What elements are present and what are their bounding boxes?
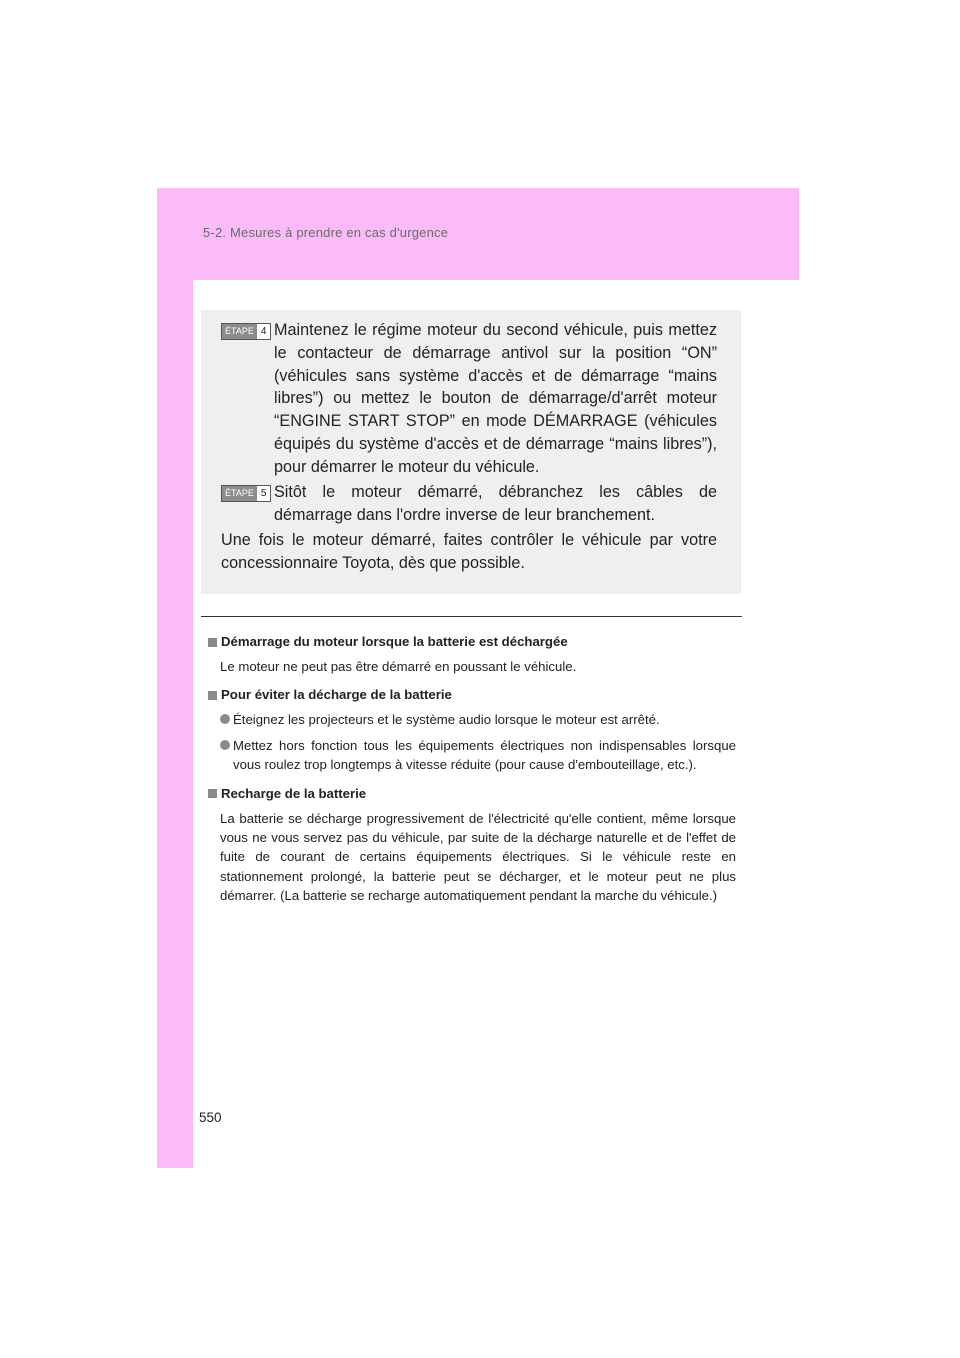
step-badge-label: ÉTAPE: [222, 486, 257, 501]
page-header: [157, 188, 799, 280]
step-badge: [221, 323, 271, 340]
note-heading-text: Recharge de la batterie: [221, 785, 367, 801]
step-5: [221, 481, 717, 527]
step-4: [221, 319, 717, 479]
list-item: [220, 710, 736, 729]
step-badge-number: 5: [260, 488, 267, 499]
side-color-band: [157, 188, 193, 1168]
square-bullet-icon: [208, 638, 217, 647]
step-badge-label: ÉTAPE: [222, 324, 257, 339]
square-bullet-icon: [208, 789, 217, 798]
dealer-check-note: Une fois le moteur démarré, faites contrôler le véhicule par votre concessionnaire Toyota, dès que possible.: [221, 531, 717, 572]
note-heading-text: Démarrage du moteur lorsque la batterie est déchargée: [221, 634, 568, 649]
step-badge: [221, 485, 271, 502]
page-number: 550: [199, 1110, 222, 1125]
step-badge-number: 4: [260, 326, 267, 337]
note-heading: [208, 686, 736, 704]
note-heading: [208, 785, 736, 803]
square-bullet-icon: [208, 691, 217, 700]
note-body: La batterie se décharge progressivement de l'électricité qu'elle contient, même lorsque vous ne vous servez pas du véhicule, par suite de la décharge naturelle et de l'effet de fuite de courant de certains équipements électriques. Si le véhicule reste en stationnement prolongé, la batterie peut se décharger, et le moteur peut ne plus démarrer. (La batterie se recharge automatiquement pendant la marche du véhicule.): [220, 810, 736, 904]
list-item: [220, 736, 736, 775]
notes-section: [208, 633, 736, 906]
procedure-box: [201, 310, 741, 594]
note-heading-text: Pour éviter la décharge de la batterie: [221, 687, 452, 703]
note-body: Le moteur ne peut pas être démarré en poussant le véhicule.: [220, 659, 577, 674]
list-item-text: Mettez hors fonction tous les équipements électriques non indispensables lorsque vous roulez trop longtemps à vitesse réduite (pour cause d'embouteillage, etc.).: [233, 737, 736, 773]
circle-bullet-icon: [220, 740, 230, 750]
step-text: Maintenez le régime moteur du second véhicule, puis mettez le contacteur de démarrage antivol sur la position “ON” (véhicules sans système d'accès et de démarrage “mains libres”) ou mettez le bouton de démarrage/d'arrêt moteur “ENGINE START STOP” en mode DÉMARRAGE (véhicules équipés du système d'accès et de démarrage “mains libres”), pour démarrer le moteur du véhicule.: [274, 321, 717, 476]
note-heading: [208, 633, 736, 651]
section-title: 5-2. Mesures à prendre en cas d'urgence: [203, 225, 449, 240]
step-text: Sitôt le moteur démarré, débranchez les câbles de démarrage dans l'ordre inverse de leur branchement.: [274, 483, 717, 524]
circle-bullet-icon: [220, 714, 230, 724]
list-item-text: Éteignez les projecteurs et le système audio lorsque le moteur est arrêté.: [233, 712, 660, 728]
section-divider: [201, 616, 742, 617]
